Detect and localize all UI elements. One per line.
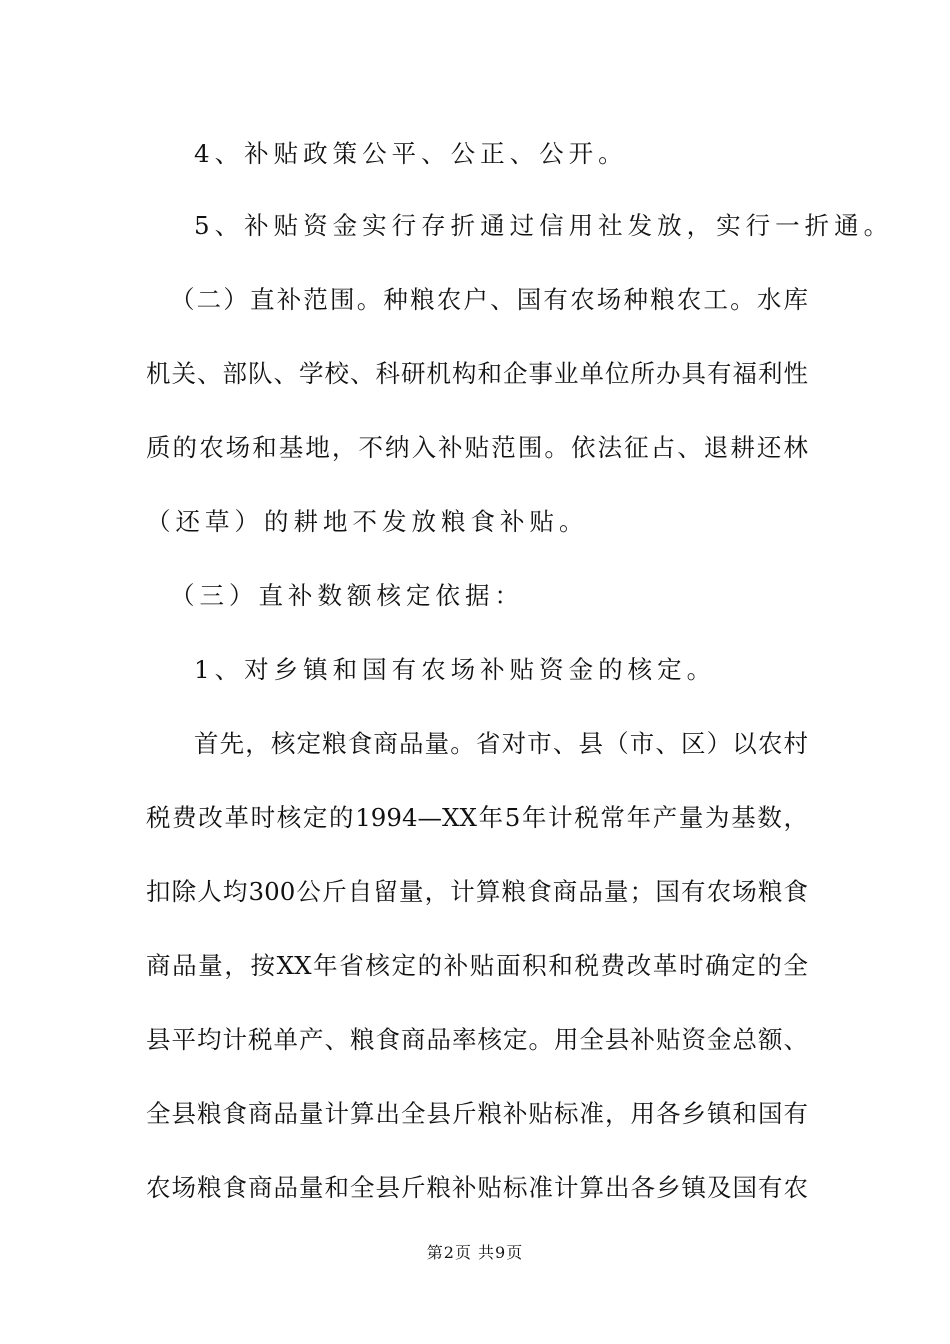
paragraph-line: 税费改革时核定的1994—XX年5年计税常年产量为基数， (146, 803, 808, 832)
paragraph-line: 商品量，按XX年省核定的补贴面积和税费改革时确定的全 (146, 951, 808, 980)
paragraph-line: 4、补贴政策公平、公正、公开。 (194, 139, 628, 168)
paragraph-line: 首先，核定粮食商品量。省对市、县（市、区）以农村 (194, 729, 808, 758)
paragraph-line: 1、对乡镇和国有农场补贴资金的核定。 (194, 655, 717, 684)
paragraph-line: 县平均计税单产、粮食商品率核定。用全县补贴资金总额、 (146, 1025, 808, 1054)
paragraph-line: 5、补贴资金实行存折通过信用社发放，实行一折通。 (194, 211, 894, 240)
paragraph-line: （还草）的耕地不发放粮食补贴。 (146, 507, 589, 536)
paragraph-line: 全县粮食商品量计算出全县斤粮补贴标准，用各乡镇和国有 (146, 1099, 808, 1128)
paragraph-line: 扣除人均300公斤自留量，计算粮食商品量；国有农场粮食 (146, 877, 808, 906)
paragraph-line: 农场粮食商品量和全县斤粮补贴标准计算出各乡镇及国有农 (146, 1173, 808, 1202)
paragraph-line: 质的农场和基地，不纳入补贴范围。依法征占、退耕还林 (146, 433, 808, 462)
paragraph-line: 机关、部队、学校、科研机构和企事业单位所办具有福利性 (146, 359, 808, 388)
paragraph-line: （二）直补范围。种粮农户、国有农场种粮农工。水库 (170, 285, 808, 314)
paragraph-line: （三）直补数额核定依据： (170, 581, 524, 610)
page-number: 第2页 共9页 (426, 1243, 524, 1262)
